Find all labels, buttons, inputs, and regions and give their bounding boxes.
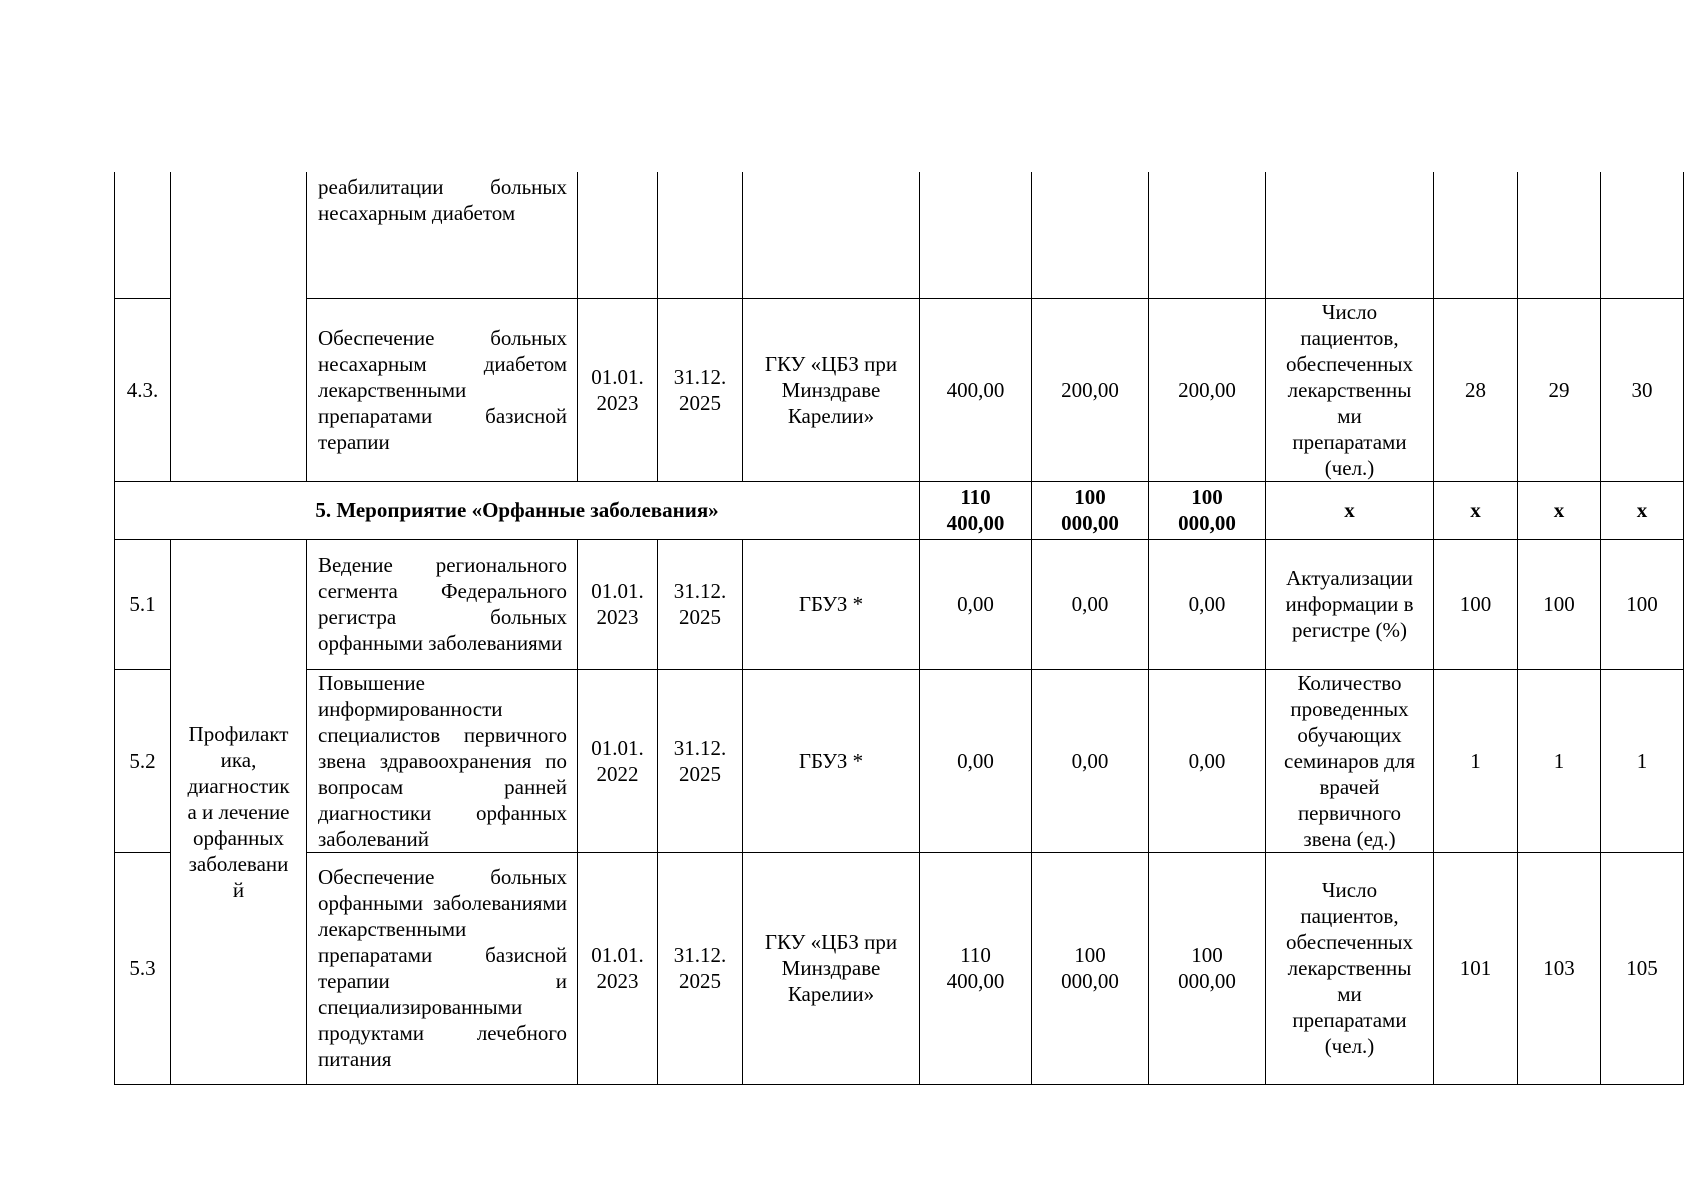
funding-2025: 0,00 [1149,539,1266,669]
funding-2023: 110 400,00 [920,852,1032,1084]
indicator: х [1266,481,1434,539]
value-2023 [1434,172,1518,298]
row-number: 5.2 [115,669,171,852]
start-date [578,172,658,298]
start-date: 01.01. 2023 [578,539,658,669]
funding-2024: 0,00 [1032,669,1149,852]
value-2025: 30 [1601,298,1684,481]
funding-2024: 0,00 [1032,539,1149,669]
row-number [115,172,171,298]
group-name-cell: Профилакт ика, диагностик а и лечение орфанных заболевани й [171,539,307,1084]
table-row [115,852,1684,1084]
funding-2023: 110 400,00 [920,481,1032,539]
value-2024 [1518,172,1601,298]
funding-2024: 100 000,00 [1032,852,1149,1084]
value-2025 [1601,172,1684,298]
end-date: 31.12. 2025 [658,852,743,1084]
indicator: Актуализации информации в регистре (%) [1266,539,1434,669]
activity-description: Обеспечение больных орфанными заболеваниями лекарственными препаратами базисной терапии и специализированными продуктами лечебного питания [307,852,578,1084]
program-table [114,172,1684,1085]
value-2023: х [1434,481,1518,539]
value-2023: 1 [1434,669,1518,852]
executor [743,172,920,298]
funding-2023: 0,00 [920,669,1032,852]
indicator: Количество проведенных обучающих семинаров для врачей первичного звена (ед.) [1266,669,1434,852]
group-name-cell [171,172,307,481]
indicator [1266,172,1434,298]
value-2024: х [1518,481,1601,539]
funding-2025: 100 000,00 [1149,481,1266,539]
indicator: Число пациентов, обеспеченных лекарственны ми препаратами (чел.) [1266,852,1434,1084]
start-date: 01.01. 2023 [578,852,658,1084]
end-date: 31.12. 2025 [658,669,743,852]
executor: ГКУ «ЦБЗ при Минздраве Карелии» [743,852,920,1084]
executor: ГБУЗ * [743,669,920,852]
value-2024: 1 [1518,669,1601,852]
value-2024: 100 [1518,539,1601,669]
end-date: 31.12. 2025 [658,539,743,669]
value-2023: 101 [1434,852,1518,1084]
funding-2024: 200,00 [1032,298,1149,481]
executor: ГБУЗ * [743,539,920,669]
activity-description: Ведение регионального сегмента Федерального регистра больных орфанными заболеваниями [307,539,578,669]
table-row [115,669,1684,852]
table-row [115,172,1684,298]
row-number: 4.3. [115,298,171,481]
value-2025: 105 [1601,852,1684,1084]
funding-2024: 100 000,00 [1032,481,1149,539]
start-date: 01.01. 2022 [578,669,658,852]
indicator: Число пациентов, обеспеченных лекарственны ми препаратами (чел.) [1266,298,1434,481]
activity-description: Обеспечение больных несахарным диабетом лекарственными препаратами базисной терапии [307,298,578,481]
funding-2025: 0,00 [1149,669,1266,852]
value-2025: 1 [1601,669,1684,852]
value-2024: 103 [1518,852,1601,1084]
table-row [115,539,1684,669]
funding-2025: 200,00 [1149,298,1266,481]
executor: ГКУ «ЦБЗ при Минздраве Карелии» [743,298,920,481]
value-2025: 100 [1601,539,1684,669]
funding-2023 [920,172,1032,298]
row-number: 5.3 [115,852,171,1084]
end-date [658,172,743,298]
value-2025: х [1601,481,1684,539]
value-2024: 29 [1518,298,1601,481]
end-date: 31.12. 2025 [658,298,743,481]
funding-2025: 100 000,00 [1149,852,1266,1084]
activity-description: Повышение информированности специалистов первичного звена здравоохранения по вопросам ранней диагностики орфанных заболеваний [307,669,578,852]
section-title: 5. Мероприятие «Орфанные заболевания» [115,481,920,539]
funding-2023: 0,00 [920,539,1032,669]
value-2023: 28 [1434,298,1518,481]
funding-2025 [1149,172,1266,298]
start-date: 01.01. 2023 [578,298,658,481]
row-number: 5.1 [115,539,171,669]
value-2023: 100 [1434,539,1518,669]
funding-2024 [1032,172,1149,298]
funding-2023: 400,00 [920,298,1032,481]
activity-description: реабилитации больных несахарным диабетом [307,172,578,298]
table-row [115,298,1684,481]
section-header-row [115,481,1684,539]
